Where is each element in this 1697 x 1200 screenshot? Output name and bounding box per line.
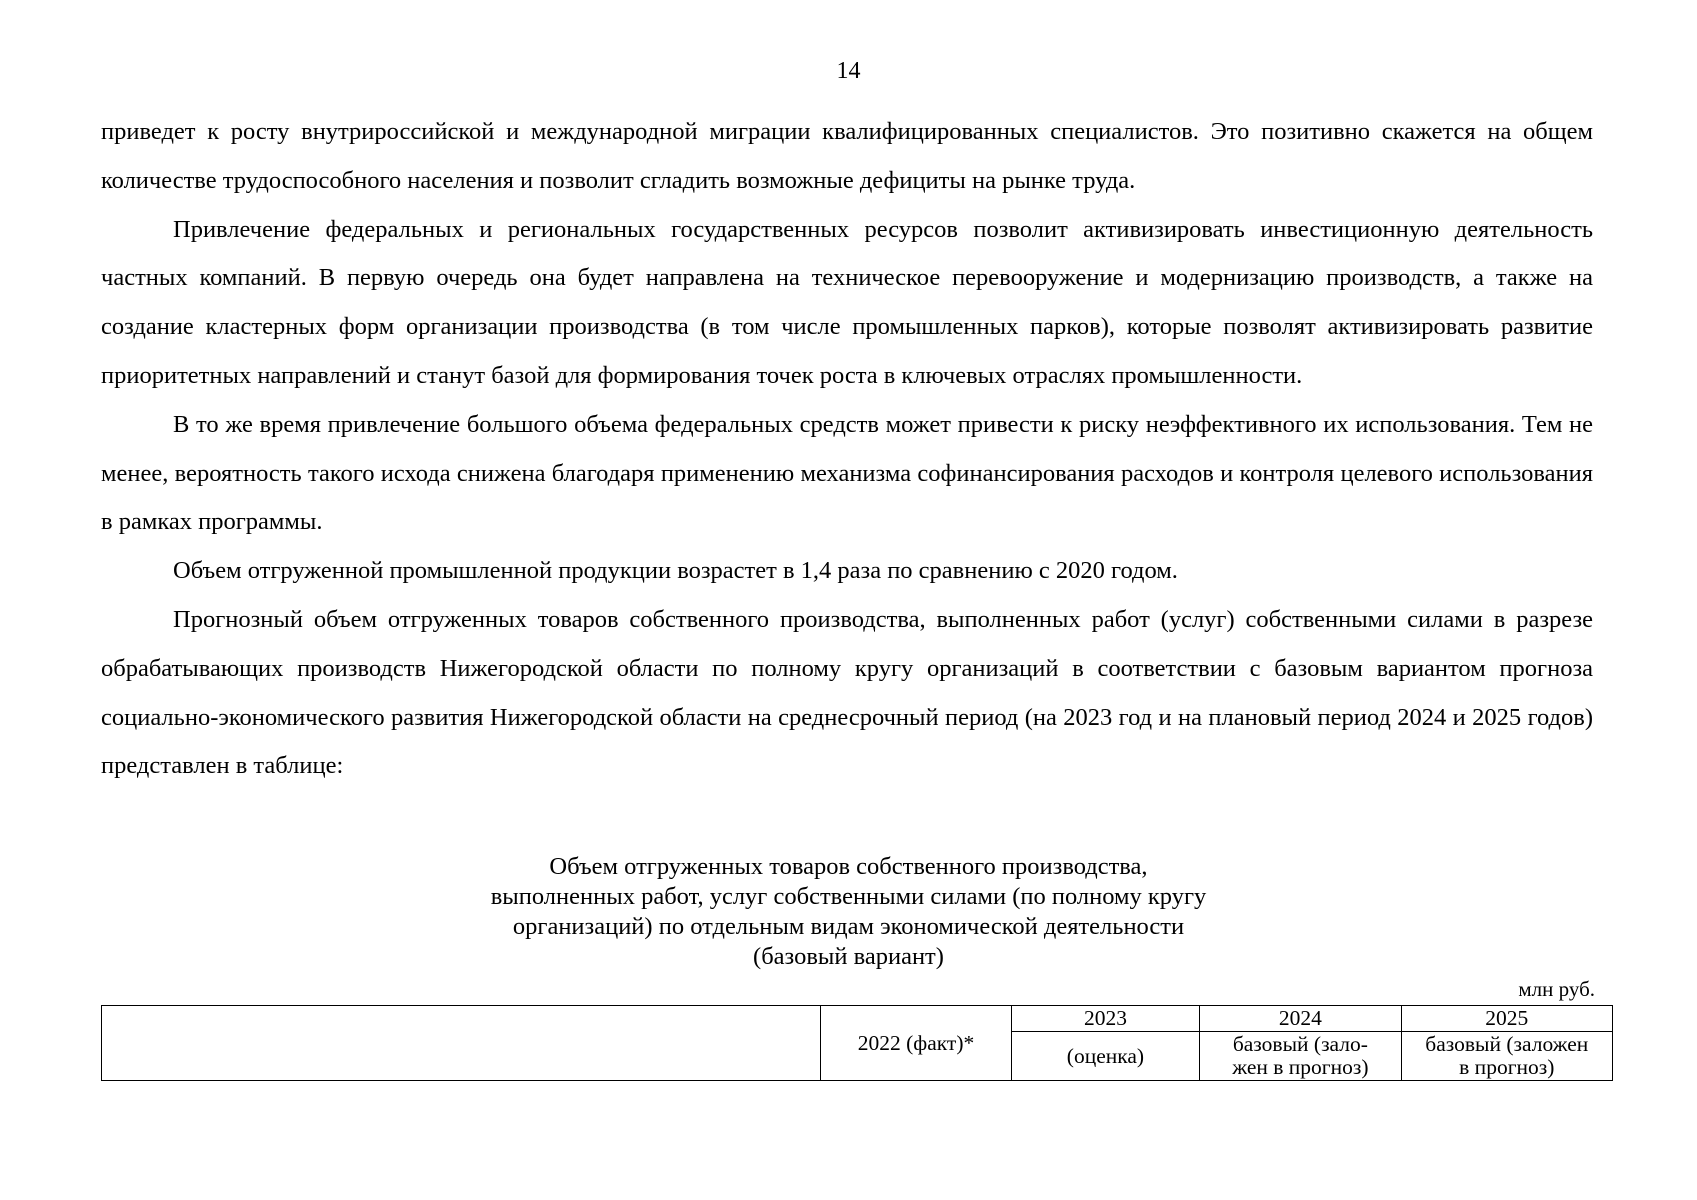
table-title-line: Объем отгруженных товаров собственного производства, — [549, 853, 1148, 880]
paragraph: Прогнозный объем отгруженных товаров собственного производства, выполненных работ (услуг) собственными силами в разрезе обрабатывающих производств Нижегородской области по полному кругу организаций в соответствии с базовым вариантом прогноза социально-экономического развития Нижегородской области на среднесрочный период (на 2023 год и на плановый период 2024 и 2025 годов) представлен в таблице: — [101, 605, 1593, 780]
table-title — [0, 852, 1697, 972]
header-cell-2025: 2025 — [1401, 1006, 1612, 1032]
header-cell-2022: 2022 (факт)* — [821, 1006, 1011, 1081]
paragraph: Привлечение федеральных и региональных государственных ресурсов позволит активизировать инвестиционную деятельность частных компаний. В первую очередь она будет направлена на техническое перевооружение и модернизацию производств, а также на создание кластерных форм организации производства (в том числе промышленных парков), которые позволят активизировать развитие приоритетных направлений и станут базой для формирования точек роста в ключевых отраслях промышленности. — [101, 215, 1593, 389]
indicator-header-cell — [102, 1006, 821, 1081]
subheader-cell-2025 — [1401, 1032, 1612, 1081]
body-text — [101, 108, 1593, 791]
data-table — [101, 1005, 1613, 1081]
subheader-cell-2023: (оценка) — [1011, 1032, 1199, 1081]
subheader-2024-line: жен в прогноз) — [1232, 1055, 1369, 1079]
paragraph: приведет к росту внутрироссийской и международной миграции квалифицированных специалистов. Это позитивно скажется на общем количестве трудоспособного населения и позволит сгладить возможные дефициты на рынке труда. — [101, 118, 1593, 194]
table-title-line: выполненных работ, услуг собственными силами (по полному кругу — [490, 883, 1207, 910]
paragraph: Объем отгруженной промышленной продукции возрастет в 1,4 раза по сравнению с 2020 годом. — [173, 557, 1178, 585]
subheader-2025-line: в прогноз) — [1459, 1055, 1555, 1079]
table-header-row — [102, 1006, 1613, 1032]
table-unit-label: млн руб. — [1518, 977, 1595, 1001]
paragraph: В то же время привлечение большого объема федеральных средств может привести к риску неэффективного их использования. Тем не менее, вероятность такого исхода снижена благодаря применению механизма софинансирования расходов и контроля целевого использования в рамках программы. — [101, 410, 1593, 536]
subheader-2025-line: базовый (заложен — [1425, 1032, 1589, 1056]
page-number: 14 — [836, 58, 861, 84]
subheader-2024-line: базовый (зало- — [1232, 1032, 1368, 1056]
subheader-cell-2024 — [1200, 1032, 1401, 1081]
header-cell-2024: 2024 — [1200, 1006, 1401, 1032]
header-cell-2023: 2023 — [1011, 1006, 1199, 1032]
table-title-line: (базовый вариант) — [753, 943, 944, 970]
table-title-line: организаций) по отдельным видам экономической деятельности — [512, 913, 1185, 940]
